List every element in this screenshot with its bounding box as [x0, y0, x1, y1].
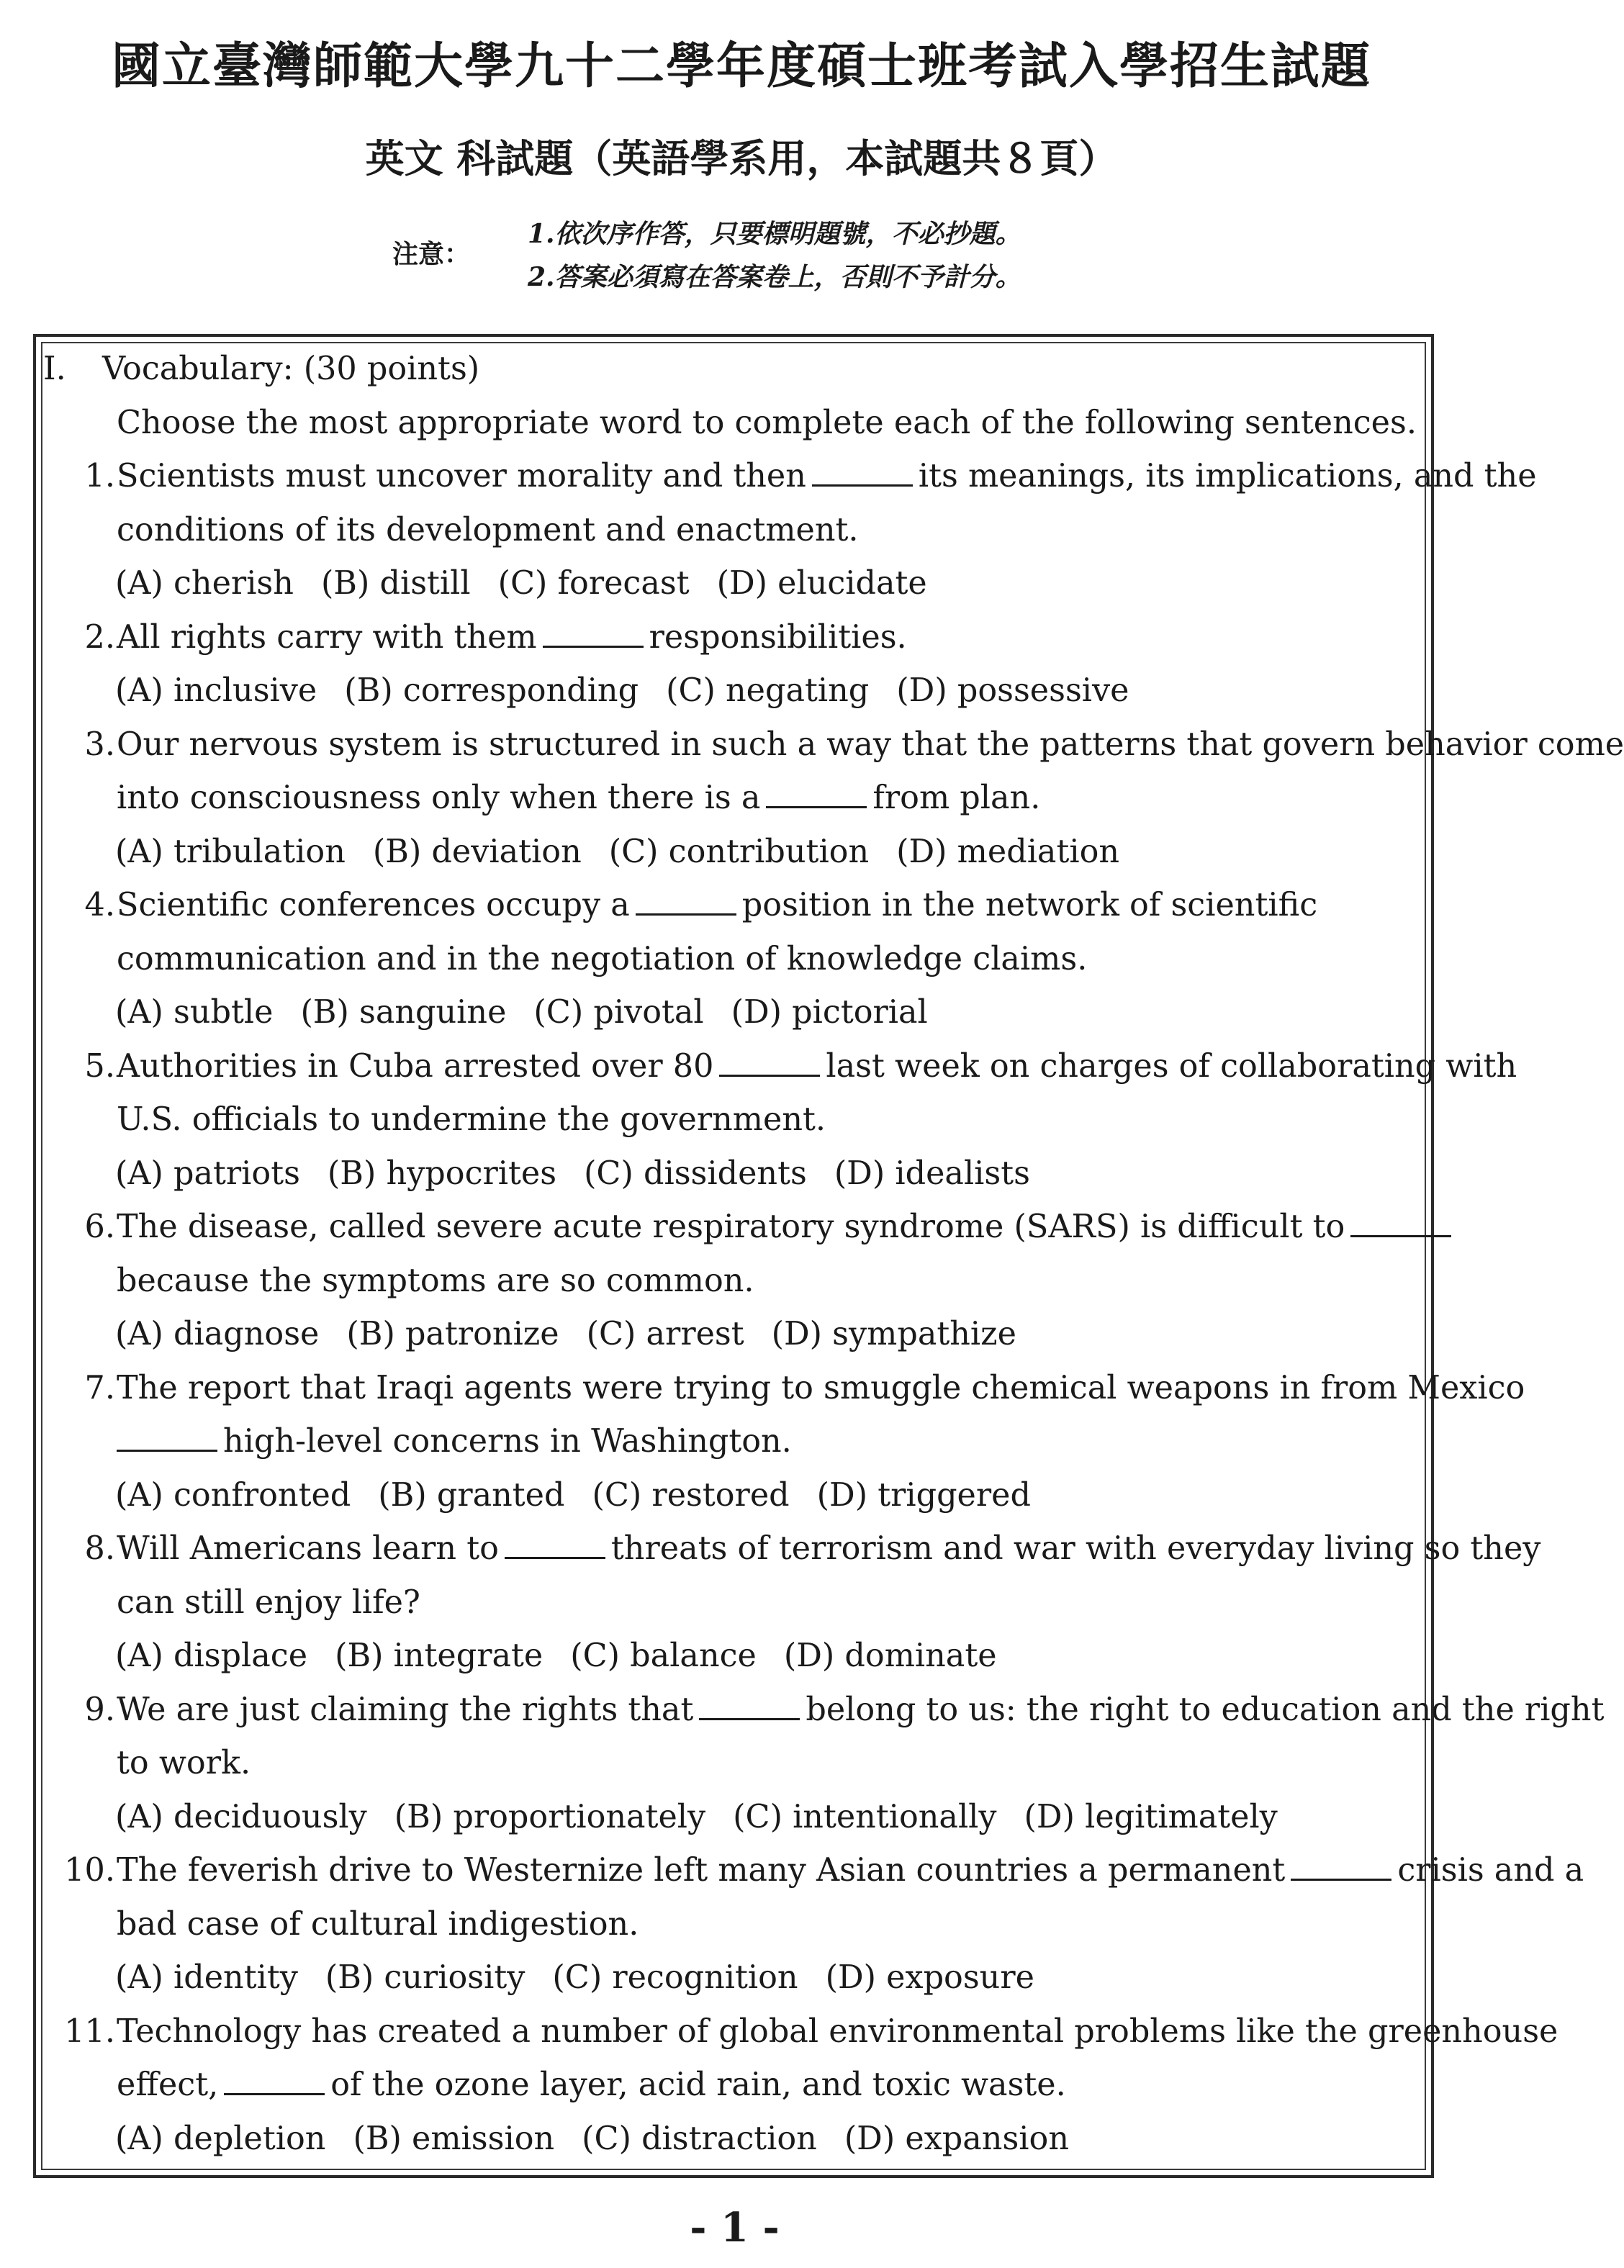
answer-option: (D) legitimately	[1024, 1798, 1278, 1835]
question-text: The feverish drive to Westernize left many Asian countries a permanent	[117, 1852, 1286, 1889]
question-text: crisis and a	[1397, 1852, 1584, 1889]
question-text: The report that Iraqi agents were trying to smuggle chemical weapons in from Mexico	[117, 1369, 1525, 1406]
answer-option: (B) deviation	[372, 833, 582, 870]
question-text: bad case of cultural indigestion.	[117, 1905, 639, 1943]
question-item	[36, 450, 1537, 611]
answer-options	[36, 1147, 1433, 1201]
question-text: Scientists must uncover morality and then	[117, 458, 806, 494]
answer-option: (A) cherish	[115, 565, 294, 602]
question-number: 1.	[84, 458, 115, 494]
answer-options	[36, 1308, 1433, 1362]
question-item	[36, 1684, 1605, 1845]
question-text: Our nervous system is structured in such a way that the patterns that govern behavior come	[117, 726, 1624, 763]
question-text: effect,	[117, 2066, 219, 2103]
question-text: Will Americans learn to	[117, 1530, 499, 1567]
question-line	[36, 1684, 1605, 1738]
question-text: We are just claiming the rights that	[117, 1691, 694, 1728]
answer-blank	[766, 782, 867, 808]
answer-blank	[1350, 1211, 1451, 1237]
question-text: Authorities in Cuba arrested over 80	[117, 1047, 714, 1085]
answer-blank	[1291, 1854, 1391, 1881]
question-text: into consciousness only when there is a	[117, 780, 761, 816]
answer-options	[36, 664, 1433, 718]
question-text: because the symptoms are so common.	[117, 1262, 754, 1299]
question-number: 9.	[84, 1691, 115, 1728]
question-text: belong to us: the right to education and the right	[806, 1691, 1605, 1728]
answer-option: (C) distraction	[582, 2120, 817, 2157]
question-line	[36, 1522, 1541, 1576]
answer-option: (C) pivotal	[533, 994, 704, 1031]
question-number: 3.	[84, 726, 115, 763]
question-text: Scientific conferences occupy a	[117, 887, 630, 923]
question-content	[36, 343, 1624, 2166]
answer-option: (A) tribulation	[115, 833, 346, 870]
answer-option: (D) sympathize	[771, 1316, 1016, 1352]
answer-option: (A) confronted	[115, 1476, 351, 1514]
question-line	[36, 504, 1433, 558]
answer-option: (C) forecast	[497, 565, 690, 602]
question-text: All rights carry with them	[117, 618, 537, 656]
answer-option: (A) deciduously	[115, 1798, 367, 1835]
question-line	[36, 772, 1433, 826]
answer-blank	[117, 1425, 217, 1452]
section-title: Vocabulary: (30 points)	[102, 351, 480, 387]
answer-option: (C) intentionally	[733, 1798, 997, 1835]
answer-blank	[636, 889, 736, 916]
question-line	[36, 1576, 1433, 1630]
question-line	[36, 718, 1624, 772]
question-line	[36, 1415, 1433, 1469]
question-item	[36, 879, 1433, 1040]
question-item	[36, 718, 1624, 880]
answer-option: (C) dissidents	[584, 1155, 807, 1192]
answer-option: (D) expansion	[844, 2120, 1069, 2157]
question-line	[36, 1201, 1433, 1255]
question-text: communication and in the negotiation of knowledge claims.	[117, 940, 1088, 977]
question-list	[36, 450, 1624, 2166]
answer-option: (A) patriots	[115, 1155, 300, 1192]
question-item	[36, 2005, 1558, 2167]
exam-title: 國立臺灣師範大學九十二學年度碩士班考試入學招生試題	[111, 37, 1371, 95]
answer-option: (C) arrest	[586, 1316, 744, 1352]
answer-option: (B) sanguine	[300, 994, 507, 1031]
answer-option: (C) balance	[570, 1637, 757, 1674]
question-text: can still enjoy life?	[117, 1583, 420, 1621]
exam-subtitle: 英文 科試題（英語學系用，本試題共８頁）	[365, 135, 1118, 181]
section-instruction: Choose the most appropriate word to complete each of the following sentences.	[117, 404, 1417, 441]
question-item	[36, 611, 1433, 718]
question-number: 10.	[64, 1852, 115, 1889]
answer-option: (B) integrate	[335, 1637, 543, 1674]
question-item	[36, 1362, 1525, 1523]
question-line	[36, 879, 1433, 933]
note-line: 2.答案必須寫在答案卷上，否則不予計分。	[528, 262, 1021, 292]
question-number: 8.	[84, 1530, 115, 1567]
answer-option: (A) inclusive	[115, 672, 317, 709]
question-text: high-level concerns in Washington.	[223, 1423, 792, 1460]
question-line	[36, 450, 1537, 504]
answer-option: (A) subtle	[115, 994, 274, 1031]
question-item	[36, 1040, 1517, 1201]
page-number: - 1 -	[690, 2204, 780, 2251]
question-line	[36, 1844, 1584, 1898]
answer-option: (D) idealists	[834, 1155, 1030, 1192]
question-text: of the ozone layer, acid rain, and toxic waste.	[330, 2066, 1066, 2103]
question-line	[36, 1255, 1433, 1309]
question-line	[36, 933, 1433, 987]
answer-option: (D) triggered	[816, 1476, 1031, 1514]
answer-option: (B) granted	[378, 1476, 565, 1514]
question-line	[36, 2005, 1558, 2059]
answer-options	[36, 1791, 1433, 1845]
question-item	[36, 1522, 1541, 1684]
question-text: position in the network of scientific	[741, 887, 1318, 923]
notes-lines	[528, 212, 1021, 299]
answer-option: (D) exposure	[825, 1959, 1034, 1996]
question-line	[36, 1040, 1517, 1094]
answer-blank	[505, 1532, 605, 1559]
answer-options	[36, 826, 1433, 880]
answer-option: (A) diagnose	[115, 1316, 320, 1352]
question-number: 4.	[84, 887, 115, 923]
answer-option: (B) distill	[320, 565, 471, 602]
answer-options	[36, 986, 1433, 1040]
answer-options	[36, 557, 1433, 611]
section-number: I.	[43, 351, 66, 387]
answer-option: (C) contribution	[608, 833, 870, 870]
question-text: from plan.	[872, 780, 1041, 816]
answer-options	[36, 1469, 1433, 1523]
answer-option: (B) curiosity	[325, 1959, 525, 1996]
note-line: 1.依次序作答，只要標明題號，不必抄題。	[528, 219, 1021, 249]
answer-option: (D) mediation	[896, 833, 1120, 870]
answer-option: (C) negating	[666, 672, 870, 709]
answer-option: (C) recognition	[552, 1959, 798, 1996]
answer-option: (C) restored	[592, 1476, 790, 1514]
question-line	[36, 1898, 1433, 1952]
question-text: threats of terrorism and war with everyday living so they	[610, 1530, 1541, 1567]
answer-option: (B) corresponding	[344, 672, 639, 709]
question-text: responsibilities.	[649, 618, 907, 656]
question-text: last week on charges of collaborating with	[826, 1047, 1517, 1085]
question-text: conditions of its development and enactment.	[117, 511, 859, 548]
answer-option: (A) depletion	[115, 2120, 326, 2157]
answer-blank	[543, 621, 644, 648]
answer-options	[36, 2113, 1433, 2167]
question-item	[36, 1844, 1584, 2005]
answer-options	[36, 1630, 1433, 1684]
answer-option: (B) patronize	[346, 1316, 559, 1352]
question-text: U.S. officials to undermine the government.	[117, 1101, 826, 1138]
answer-blank	[224, 2069, 325, 2095]
question-number: 11.	[64, 2012, 115, 2050]
answer-option: (D) dominate	[783, 1637, 997, 1674]
notes-label: 注意：	[392, 239, 471, 269]
answer-blank	[812, 460, 913, 487]
answer-options	[36, 1951, 1433, 2005]
answer-option: (D) possessive	[896, 672, 1129, 709]
question-number: 6.	[84, 1208, 115, 1245]
question-line	[36, 2059, 1433, 2113]
question-number: 2.	[84, 618, 115, 656]
answer-blank	[699, 1694, 800, 1720]
question-text: The disease, called severe acute respiratory syndrome (SARS) is difficult to	[117, 1208, 1345, 1245]
answer-option: (D) elucidate	[716, 565, 927, 602]
answer-blank	[719, 1050, 820, 1077]
question-text: its meanings, its implications, and the	[918, 458, 1537, 494]
question-number: 7.	[84, 1369, 115, 1406]
answer-option: (B) hypocrites	[327, 1155, 557, 1192]
answer-option: (B) proportionately	[394, 1798, 706, 1835]
question-line	[36, 1737, 1433, 1791]
question-number: 5.	[84, 1047, 115, 1085]
answer-option: (A) displace	[115, 1637, 308, 1674]
question-text: Technology has created a number of global environmental problems like the greenhouse	[117, 2012, 1558, 2050]
question-item	[36, 1201, 1433, 1362]
answer-option: (B) emission	[353, 2120, 555, 2157]
question-line	[36, 611, 1433, 665]
answer-option: (A) identity	[115, 1959, 298, 1996]
section-heading	[36, 343, 1433, 397]
answer-option: (D) pictorial	[731, 994, 928, 1031]
question-text: to work.	[117, 1745, 251, 1781]
question-line	[36, 1093, 1433, 1147]
question-line	[36, 1362, 1525, 1416]
